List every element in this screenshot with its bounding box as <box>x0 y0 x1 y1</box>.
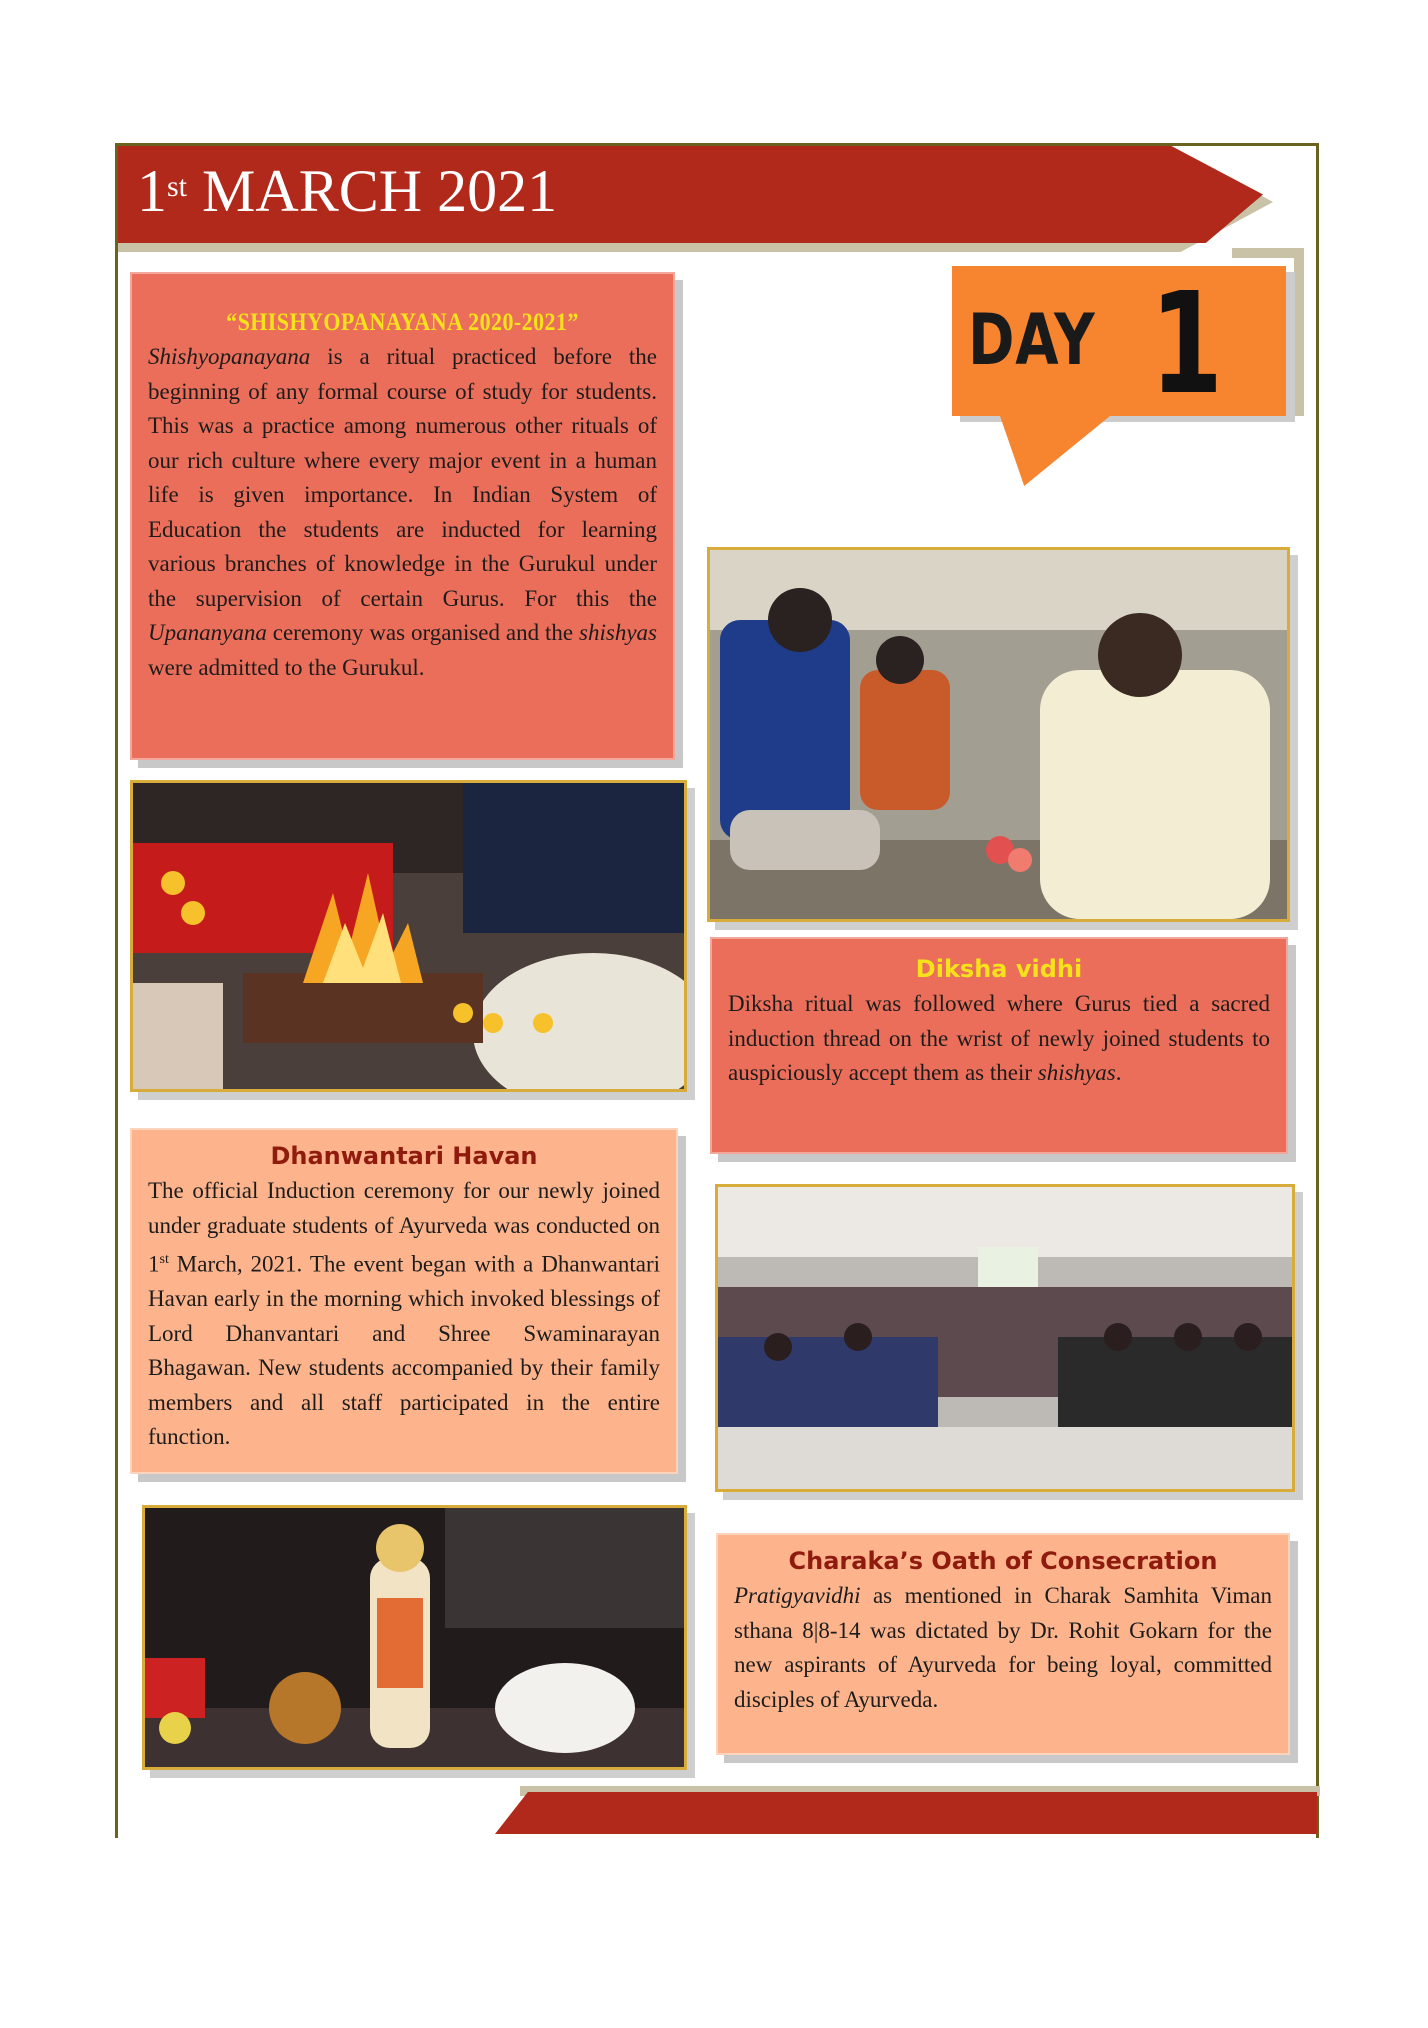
oath-hall-illustration <box>718 1187 1292 1489</box>
shishyopanayana-text-1: is a ritual practiced before the beginning of any formal course of study for students. This was a practice among numerous other rituals of our rich culture where every major event in a human life is given importance. In Indian System of Education the students are inducted for learning various branches of knowledge in the Gurukul under the supervision of certain Gurus. For this the <box>148 344 657 611</box>
havan-text-sup: st <box>159 1252 169 1267</box>
shishyopanayana-text <box>148 340 657 685</box>
shishyopanayana-title: “SHISHYOPANAYANA 2020-2021” <box>226 309 579 336</box>
term-shishyopanayana: Shishyopanayana <box>148 344 311 369</box>
date-suffix: st <box>167 170 188 203</box>
diksha-ritual-photo <box>707 547 1290 922</box>
havan-text-1: The official Induction ceremony for our newly joined under graduate students of Ayurveda was conducted on 1 <box>148 1178 660 1277</box>
shishyopanayana-text-3: were admitted to the Gurukul. <box>148 654 425 680</box>
oath-hall-photo <box>715 1184 1295 1492</box>
diksha-text-body: Diksha ritual was followed where Gurus tied a sacred induction thread on the wrist of newly joined students to auspiciously accept them as their <box>728 991 1270 1085</box>
havan-fire-photo <box>130 780 687 1092</box>
idol-illustration <box>145 1508 684 1767</box>
date-day: 1 <box>137 158 167 224</box>
diksha-illustration <box>710 550 1287 919</box>
dhanwantari-havan-card <box>130 1128 678 1474</box>
oath-text <box>734 1579 1272 1717</box>
day-label: DAY <box>968 299 1096 381</box>
term-pratigyavidhi: Pratigyavidhi <box>734 1583 861 1608</box>
shishyopanayana-card <box>130 272 675 760</box>
oath-text-body: as mentioned in Charak Samhita Viman sthana 8|8-14 was dictated by Dr. Rohit Gokarn for the new aspirants of Ayurveda for being loyal, committed disciples of Ayurveda. <box>734 1583 1272 1712</box>
shishyopanayana-text-2: ceremony was organised and the <box>266 620 580 645</box>
day-number: 1 <box>1150 263 1224 426</box>
diksha-card <box>710 937 1288 1154</box>
dhanvantari-idol-photo <box>142 1505 687 1770</box>
havan-text <box>148 1174 660 1455</box>
footer-bar <box>495 1792 1317 1834</box>
term-shishyas-2: shishyas <box>1037 1060 1116 1085</box>
havan-text-2: March, 2021. The event began with a Dhanwantari Havan early in the morning which invoked blessings of Lord Dhanvantari and Shree Swaminarayan Bhagawan. New students accompanied by their family members and all staff participated in the entire function. <box>148 1251 660 1450</box>
charaka-oath-card <box>716 1533 1290 1755</box>
diksha-text-end: . <box>1115 1060 1122 1085</box>
diksha-heading: Diksha vidhi <box>915 955 1083 983</box>
term-shishyas: shishyas <box>579 620 657 645</box>
term-upananyana: Upananyana <box>148 620 267 645</box>
diksha-text <box>728 987 1270 1091</box>
havan-fire-illustration <box>133 783 684 1089</box>
banner-date-title <box>137 156 557 226</box>
havan-heading: Dhanwantari Havan <box>270 1142 538 1170</box>
oath-heading: Charaka’s Oath of Consecration <box>788 1547 1218 1575</box>
date-month-year: MARCH 2021 <box>202 158 558 224</box>
